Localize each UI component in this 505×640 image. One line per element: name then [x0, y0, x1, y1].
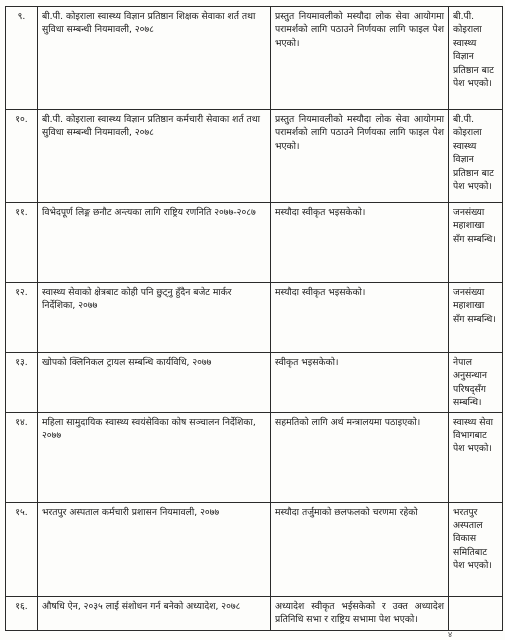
- row-number: ११.: [6, 203, 38, 283]
- row-responsible: बी.पी. कोइराला स्वास्थ्य विज्ञान प्रतिष्ठान बाट पेश भएको।: [449, 110, 503, 203]
- table-row: [6, 203, 503, 283]
- row-number: १४.: [6, 412, 38, 502]
- row-number: १२.: [6, 283, 38, 353]
- row-subject: खोपको क्लिनिकल ट्रायल सम्बन्धि कार्यविधि, २०७७: [38, 353, 271, 413]
- page-mark: ४: [448, 630, 453, 639]
- table-row: [6, 7, 503, 110]
- row-responsible: जनसंख्या महाशाखा सँग सम्बन्धि।: [449, 283, 503, 353]
- row-subject: भरतपुर अस्पताल कर्मचारी प्रशासन नियमावली, २०७७: [38, 502, 271, 596]
- row-number: १६.: [6, 596, 38, 630]
- row-number: १५.: [6, 502, 38, 596]
- row-number: १३.: [6, 353, 38, 413]
- status-table: [5, 6, 503, 631]
- row-status: मस्यौदा स्वीकृत भइसकेको।: [271, 283, 449, 353]
- row-responsible: भरतपुर अस्पताल विकास समितिबाट पेश भएको।: [449, 502, 503, 596]
- row-status: अध्यादेश स्वीकृत भईसकेको र उक्त अध्यादेश प्रतिनिधि सभा र राष्ट्रिय सभामा पेश भएको।: [271, 596, 449, 630]
- row-status: प्रस्तुत नियमावलीको मस्यौदा लोक सेवा आयोगमा परामर्शको लागि पठाउने निर्णयका लागि फाइल पेश भएको।: [271, 7, 449, 110]
- row-responsible: नेपाल अनुसन्धान परिषद्सँग सम्बन्धि।: [449, 353, 503, 413]
- row-subject: बी.पी. कोइराला स्वास्थ्य विज्ञान प्रतिष्ठान कर्मचारी सेवाका शर्त तथा सुविधा सम्बन्धी नियमावली, २०७८: [38, 110, 271, 203]
- table-row: [6, 110, 503, 203]
- row-status: स्वीकृत भइसकेको।: [271, 353, 449, 413]
- row-status: प्रस्तुत नियमावलीको मस्यौदा लोक सेवा आयोगमा परामर्शको लागि पठाउने निर्णयका लागि फाइल पेश भएको।: [271, 110, 449, 203]
- row-status: सहमतिको लागि अर्थ मन्त्रालयमा पठाइएको।: [271, 412, 449, 502]
- row-subject: विभेदपूर्ण लिङ्ग छनौट अन्त्यका लागि राष्ट्रिय रणनिति २०७७-२०८७: [38, 203, 271, 283]
- row-subject: बी.पी. कोइराला स्वास्थ्य विज्ञान प्रतिष्ठान शिक्षक सेवाका शर्त तथा सुविधा सम्बन्धी नियमावली, २०७८: [38, 7, 271, 110]
- row-responsible: [449, 596, 503, 630]
- row-number: ९.: [6, 7, 38, 110]
- row-subject: औषधि ऐन, २०३५ लाई संशोधन गर्न बनेको अध्यादेश, २०७८: [38, 596, 271, 630]
- table-row: [6, 353, 503, 413]
- row-subject: महिला सामुदायिक स्वास्थ्य स्वयंसेविका कोष सञ्चालन निर्देशिका, २०७७: [38, 412, 271, 502]
- row-status: मस्यौदा स्वीकृत भइसकेको।: [271, 203, 449, 283]
- row-responsible: जनसंख्या महाशाखा सँग सम्बन्धि।: [449, 203, 503, 283]
- row-subject: स्वास्थ्य सेवाको क्षेत्रबाट कोही पनि छुट्नु हुँदैन बजेट मार्कर निर्देशिका, २०७७: [38, 283, 271, 353]
- table-row: [6, 502, 503, 596]
- table-row: [6, 412, 503, 502]
- row-responsible: बी.पी. कोइराला स्वास्थ्य विज्ञान प्रतिष्ठान बाट पेश भएको।: [449, 7, 503, 110]
- row-responsible: स्वास्थ्य सेवा विभागबाट पेश भएको।: [449, 412, 503, 502]
- table-row: [6, 283, 503, 353]
- row-number: १०.: [6, 110, 38, 203]
- table-row: [6, 596, 503, 630]
- row-status: मस्यौदा तर्जुमाको छलफलको चरणमा रहेको: [271, 502, 449, 596]
